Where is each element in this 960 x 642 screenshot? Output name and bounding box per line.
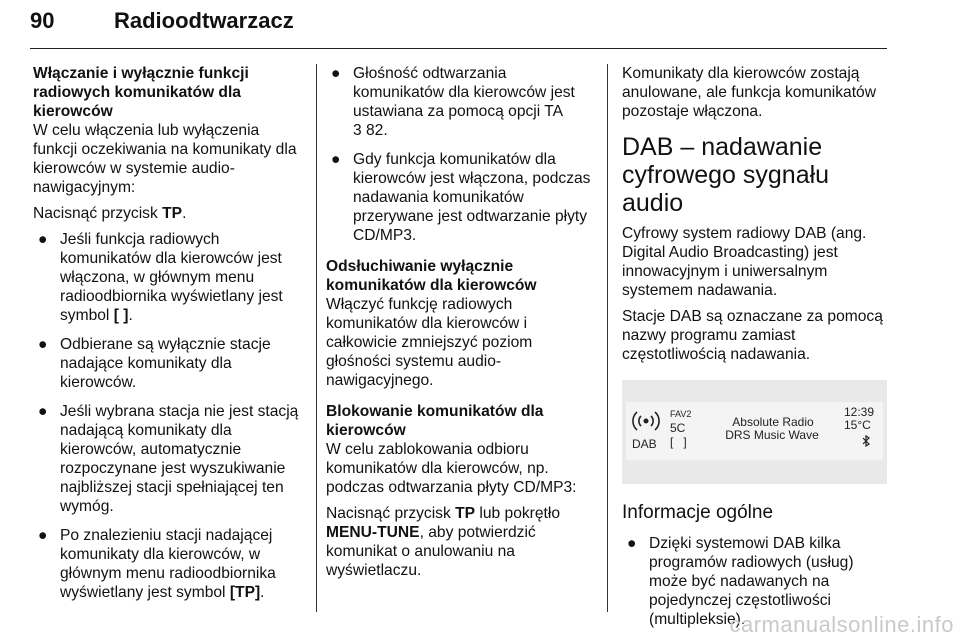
page-title: Radioodtwarzacz [114,8,294,33]
bullet-list [326,64,594,245]
page-header [30,2,888,42]
column-3 [622,64,888,639]
list-item: ● Gdy funkcja komunikatów dla kierowców jest włączona, podczas nadawania komunikatów przerywane jest odtwarzanie płyty CD/MP3. [331,151,591,244]
column-2 [326,64,594,587]
list-item: ● Jeśli funkcja radiowych komunikatów dla kierowców jest włączona, w głównym menu radioodbiornika wyświetlany jest symbol [ ]. [38,231,283,324]
list-item: ● Dzięki systemowi DAB kilka programów radiowych (usług) może być nadawanych na pojedynczej częstotliwości (multipleksie). [627,535,854,628]
section-heading-listen: Odsłuchiwanie wyłącznie komunikatów dla kierowców [326,258,537,294]
paragraph: Nacisnąć przycisk TP. [33,205,187,222]
preset-bank: FAV2 [670,409,692,419]
column-1 [33,64,303,612]
section-heading-info: Informacje ogólne [622,502,774,523]
radio-wave-icon [630,406,662,436]
bullet-list [33,230,303,602]
page-number: 90 [30,8,55,33]
paragraph: W celu włączenia lub wyłączenia funkcji oczekiwania na komunikaty dla kierowców w systemie audio-nawigacyjnym: [33,122,297,196]
clock: 12:39 [844,405,875,419]
paragraph: Cyfrowy system radiowy DAB (ang. Digital Audio Broadcasting) jest innowacyjnym i uniwersalnym systemem nadawania. [622,225,867,299]
paragraph: Nacisnąć przycisk TP lub pokrętło MENU-TUNE, aby potwierdzić komunikat o anulowaniu na wyświetlaczu. [326,505,561,579]
list-item: ● Po znalezieniu stacji nadającej komunikaty dla kierowców, w głównym menu radioodbiornika wyświetlany jest symbol [TP]. [38,527,276,601]
symbol-brackets: [ ] [670,435,687,449]
list-item: ● Jeśli wybrana stacja nie jest stacją nadającą komunikaty dla kierowców, automatycznie rozpoczynane jest wyszukiwanie najbliższej stacji spełniającej ten wymóg. [38,403,299,515]
column-divider-1 [316,64,317,612]
dab-label: DAB [632,437,657,451]
arrow-ref-icon: 3 82. [353,122,388,139]
watermark: carmanualsonline.info [729,612,954,637]
program-name: DRS Music Wave [725,428,819,442]
section-heading-block: Blokowanie komunikatów dla kierowców [326,403,544,439]
column-divider-2 [607,64,608,612]
paragraph: Komunikaty dla kierowców zostają anulowane, ale funkcja komunikatów pozostaje włączona. [622,65,876,120]
paragraph: Stacje DAB są oznaczane za pomocą nazwy programu zamiast częstotliwością nadawania. [622,308,883,363]
paragraph: W celu zablokowania odbioru komunikatów dla kierowców, np. podczas odtwarzania płyty CD/MP3: [326,441,577,496]
temperature: 15°C [844,418,871,432]
station-name: Absolute Radio [732,415,814,429]
list-item: ● Głośność odtwarzania komunikatów dla kierowców jest ustawiana za pomocą opcji TA 3 82. [331,65,575,139]
section-heading-tp: Włączanie i wyłącznie funkcji radiowych komunikatów dla kierowców [33,65,249,120]
dab-display-illustration [622,380,887,484]
section-heading-dab: DAB – nadawanie cyfrowego sygnału audio [622,133,830,217]
display-panel [626,402,883,460]
paragraph: Włączyć funkcję radiowych komunikatów dla kierowców i całkowicie zmniejszyć poziom głośności systemu audio-nawigacyjnego. [326,296,533,389]
header-rule [30,48,887,49]
bluetooth-icon [862,435,870,447]
preset: 5C [670,421,686,435]
list-item: ● Odbierane są wyłącznie stacje nadające komunikaty dla kierowców. [38,336,271,391]
